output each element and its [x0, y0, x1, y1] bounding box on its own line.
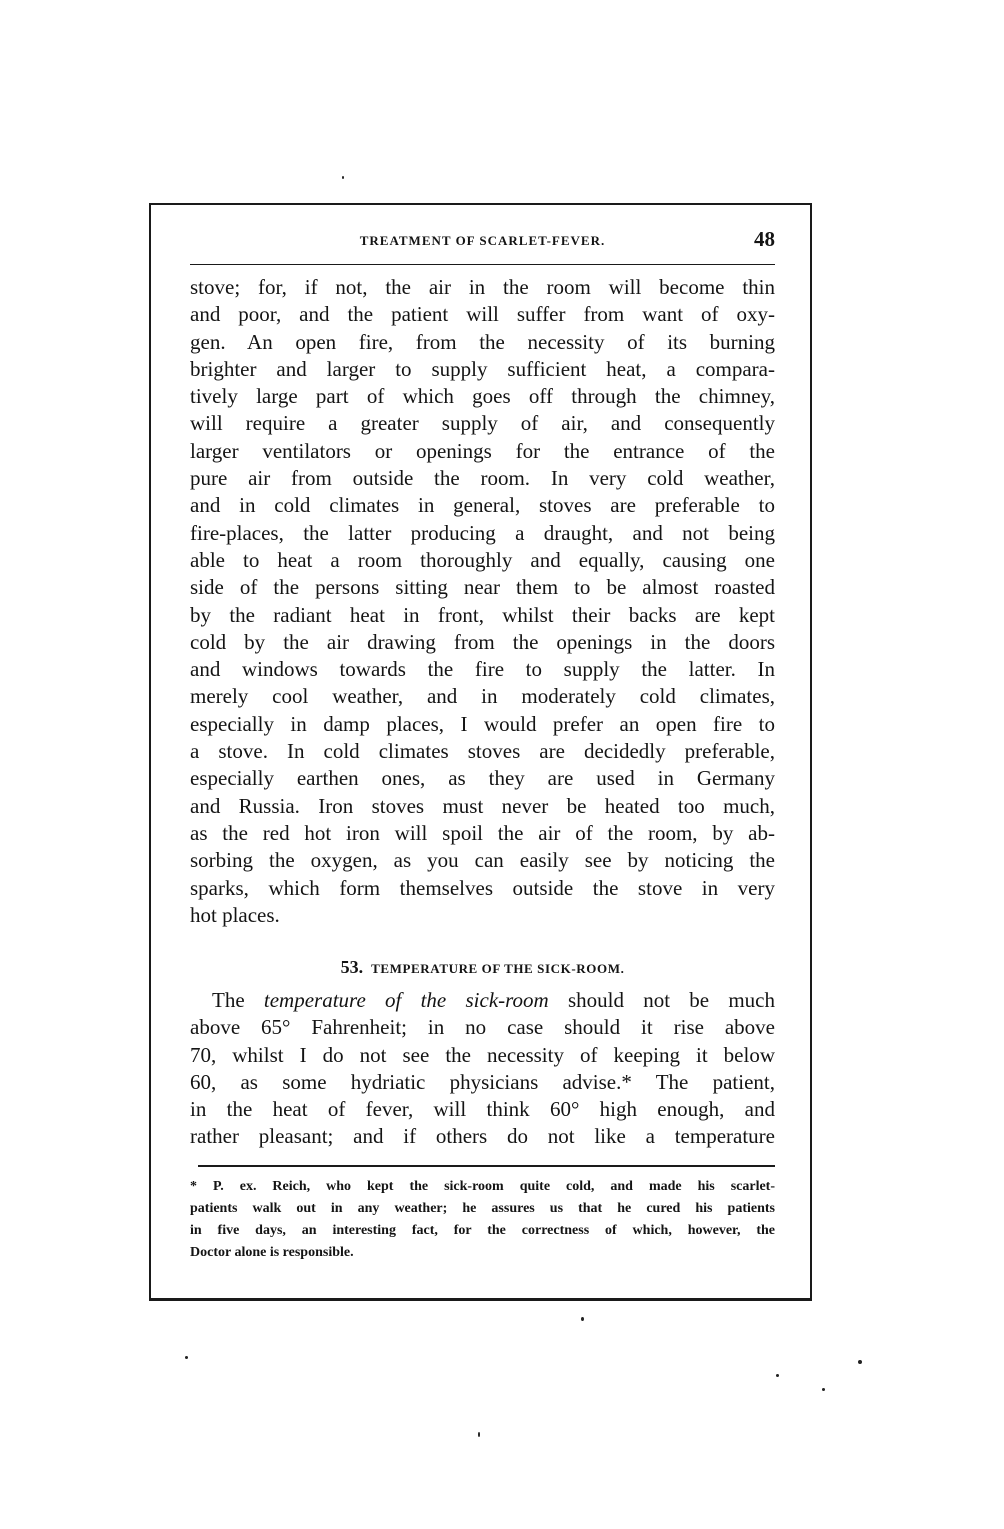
text-line: sorbing the oxygen, as you can easily see by noticing the	[190, 848, 775, 873]
text-line: 70, whilst I do not see the necessity of keeping it below	[190, 1042, 775, 1067]
text-line: fire-places, the latter producing a draught, and not being	[190, 520, 775, 545]
section-heading	[190, 957, 775, 981]
page-number: 48	[754, 227, 775, 251]
scan-speck	[185, 1356, 188, 1359]
text-line: by the radiant heat in front, whilst their backs are kept	[190, 602, 775, 627]
text-line: pure air from outside the room. In very cold weather,	[190, 466, 775, 491]
text-line: especially in damp places, I would prefer an open fire to	[190, 711, 775, 736]
text-line: and windows towards the fire to supply the latter. In	[190, 657, 775, 682]
scan-speck	[478, 1432, 480, 1437]
header-rule	[190, 264, 775, 265]
text-run: The	[212, 988, 264, 1012]
text-line: will require a greater supply of air, and consequently	[190, 411, 775, 436]
scan-speck	[776, 1374, 779, 1377]
footnote-rule	[198, 1165, 775, 1167]
footnote-line: Doctor alone is responsible.	[190, 1245, 354, 1260]
text-line: in the heat of fever, will think 60° high enough, and	[190, 1097, 775, 1122]
footnote-line: * P. ex. Reich, who kept the sick-room quite cold, and made his scarlet-	[190, 1179, 775, 1194]
text-line: able to heat a room thoroughly and equally, causing one	[190, 547, 775, 572]
text-line: a stove. In cold climates stoves are decidedly preferable,	[190, 739, 775, 764]
text-line: side of the persons sitting near them to be almost roasted	[190, 575, 775, 600]
scan-speck	[858, 1360, 862, 1364]
text-line: merely cool weather, and in moderately cold climates,	[190, 684, 775, 709]
section-number: 53.	[340, 957, 364, 977]
text-line-first	[190, 987, 775, 1014]
text-line: and poor, and the patient will suffer from want of oxy-	[190, 302, 775, 327]
italic-phrase: temperature of the sick-room	[263, 988, 549, 1012]
running-title: TREATMENT OF SCARLET-FEVER.	[359, 233, 606, 248]
text-line: larger ventilators or openings for the entrance of the	[190, 438, 775, 463]
section-title: TEMPERATURE OF THE SICK-ROOM.	[371, 961, 625, 976]
text-line: stove; for, if not, the air in the room will become thin	[190, 275, 775, 299]
text-line: as the red hot iron will spoil the air of the room, by ab-	[190, 820, 775, 845]
text-line: rather pleasant; and if others do not like a temperature	[190, 1124, 775, 1149]
paragraph-temperature	[190, 987, 775, 1151]
running-head	[190, 227, 775, 257]
text-run: should not be much	[548, 988, 775, 1012]
text-line: gen. An open fire, from the necessity of its burning	[190, 329, 775, 354]
text-line: and Russia. Iron stoves must never be heated too much,	[190, 793, 775, 818]
scan-speck	[342, 176, 344, 179]
footnote-line: in five days, an interesting fact, for the correctness of which, however, the	[190, 1223, 775, 1238]
text-line: tively large part of which goes off through the chimney,	[190, 384, 775, 409]
scan-speck	[581, 1317, 584, 1321]
text-line: especially earthen ones, as they are used in Germany	[190, 766, 775, 791]
text-line: 60, as some hydriatic physicians advise.* The patient,	[190, 1069, 775, 1094]
paragraph-stoves	[190, 274, 775, 929]
text-line: sparks, which form themselves outside the stove in very	[190, 875, 775, 900]
footnote-line: patients walk out in any weather; he assures us that he cured his patients	[190, 1201, 775, 1216]
text-line: brighter and larger to supply sufficient heat, a compara-	[190, 356, 775, 381]
scan-speck	[822, 1388, 825, 1391]
text-line: and in cold climates in general, stoves are preferable to	[190, 493, 775, 518]
footnote	[190, 1176, 775, 1264]
text-line: hot places.	[190, 902, 280, 927]
text-line: above 65° Fahrenheit; in no case should it rise above	[190, 1015, 775, 1040]
text-line: cold by the air drawing from the openings in the doors	[190, 629, 775, 654]
